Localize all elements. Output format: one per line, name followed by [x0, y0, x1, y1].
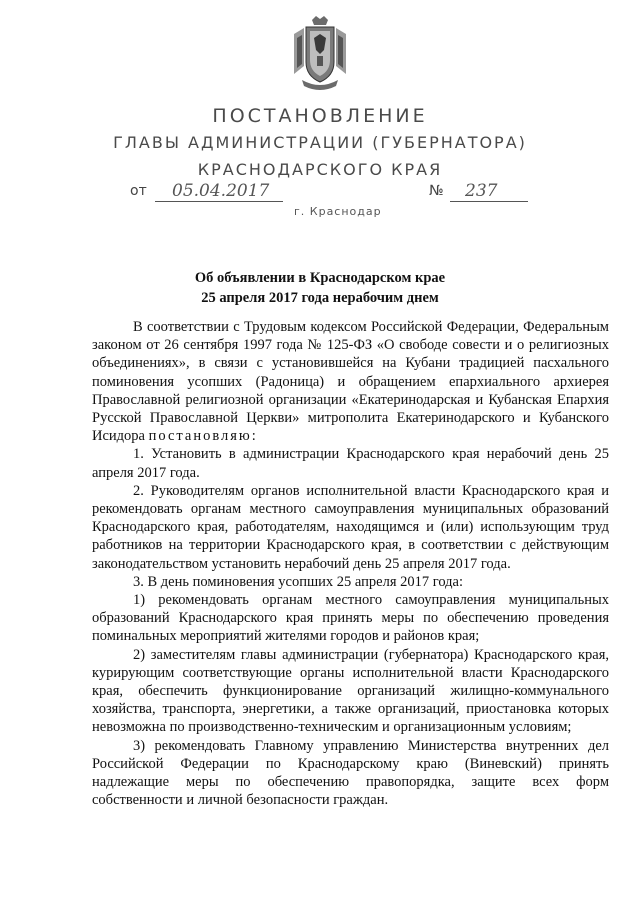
clause-3-1: 1) рекомендовать органам местного самоуправления муниципальных образований Краснодарского края принять меры по обеспечению проведения поминальных мероприятий жителями городов и районов края;: [92, 592, 609, 645]
document-title: [60, 268, 580, 308]
number-prefix: №: [429, 183, 444, 199]
document-type-heading: ПОСТАНОВЛЕНИЕ: [212, 105, 428, 127]
resolution-keyword: постановляю:: [148, 428, 258, 445]
clause-2: 2. Руководителям органов исполнительной власти Краснодарского края и рекомендовать органам местного самоуправления муниципальных образований Краснодарского края, работодателям, находящимся и (или) использующим труд работников на территории Краснодарского края, в соответствии с действующим законодательством установить нерабочий день 25 апреля 2017 года.: [92, 482, 609, 572]
document-body: [92, 318, 609, 809]
date-underline: [155, 201, 283, 202]
number-underline: [450, 201, 528, 202]
clause-3: 3. В день поминовения усопших 25 апреля 2017 года:: [133, 573, 464, 590]
clause-3-3: 3) рекомендовать Главному управлению Министерства внутренних дел Российской Федерации по Краснодарскому краю (Виневский) принять надлежащие меры по обеспечению правопорядка, защите всех форм собственности и личной безопасности граждан.: [92, 737, 609, 809]
city-label: г. Краснодар: [294, 205, 382, 218]
title-line-2: 25 апреля 2017 года нерабочим днем: [201, 290, 439, 306]
region-heading: КРАСНОДАРСКОГО КРАЯ: [197, 160, 443, 179]
document-number: 237: [465, 181, 498, 201]
date-prefix: от: [130, 183, 147, 199]
clause-3-2: 2) заместителям главы администрации (губернатора) Краснодарского края, курирующим соответствующие органы исполнительной власти Краснодарского края, обеспечить функционирование организаций жилищно-коммунального хозяйства, транспорта, энергетики, а также организаций, приостановка которых невозможна по производственно-техническим и организационным условиям;: [92, 646, 609, 736]
preamble-paragraph: [92, 318, 609, 445]
preamble-text: В соответствии с Трудовым кодексом Российской Федерации, Федеральным законом от 26 сентября 1997 года № 125-ФЗ «О свободе совести и о религиозных объединениях», в связи с установившейся на Кубани традицией пасхального поминовения усопших (Радоница) и обращением епархиального архиерея Православной религиозной организации «Екатеринодарская и Кубанская Епархия Русской Православной Церкви» митрополита Екатеринодарского и Кубанского Исидора: [92, 319, 609, 445]
document-date: 05.04.2017: [172, 181, 270, 201]
title-line-1: Об объявлении в Краснодарском крае: [194, 270, 446, 286]
clause-1: 1. Установить в администрации Краснодарского края нерабочий день 25 апреля 2017 года.: [92, 446, 609, 481]
coat-of-arms-icon: [288, 14, 352, 92]
authority-heading: ГЛАВЫ АДМИНИСТРАЦИИ (ГУБЕРНАТОРА): [113, 133, 527, 152]
